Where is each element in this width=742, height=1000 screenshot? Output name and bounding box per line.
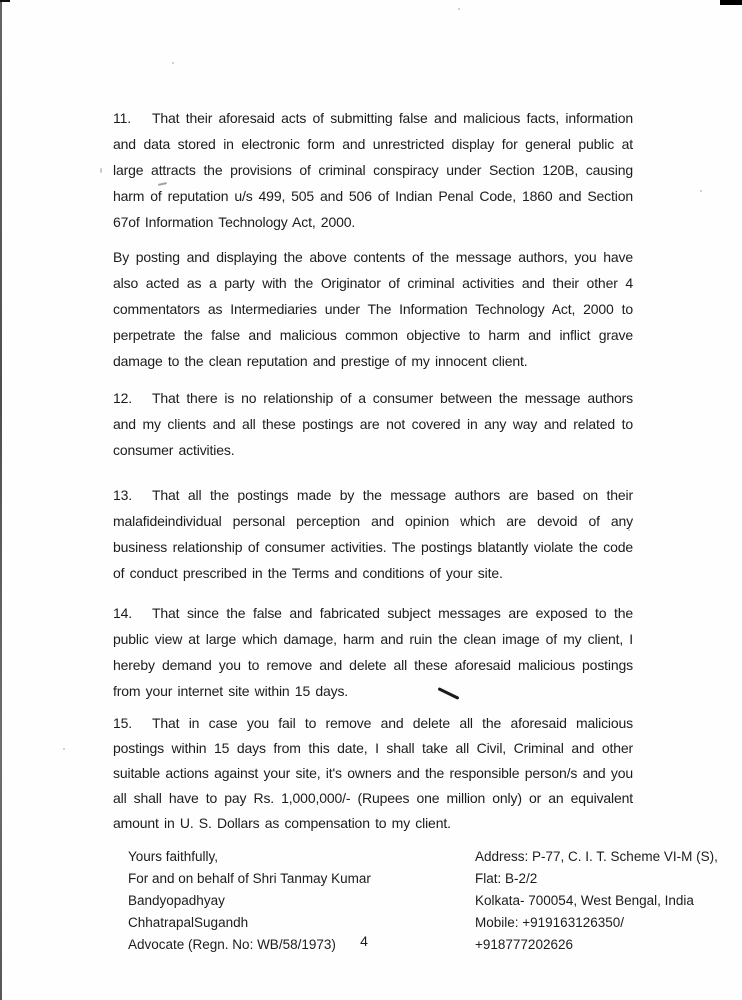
- signature-line: For and on behalf of Shri Tanmay Kumar: [128, 871, 371, 886]
- scan-speck: [100, 168, 102, 173]
- paragraph-12-number: 12.: [113, 390, 133, 406]
- scan-speck: [458, 8, 460, 10]
- paragraph-by-posting: [113, 244, 633, 374]
- contact-line: Address: P-77, C. I. T. Scheme VI-M (S),: [475, 849, 718, 864]
- paragraph-14-number: 14.: [113, 605, 133, 621]
- signature-line: Yours faithfully,: [128, 849, 219, 864]
- contact-line: Kolkata- 700054, West Bengal, India: [475, 893, 694, 908]
- scan-speck: [63, 748, 65, 750]
- paragraph-14: [113, 600, 633, 704]
- signature-line: ChhatrapalSugandh: [128, 915, 249, 930]
- paragraph-12-text: That there is no relationship of a consumer between the message authors and my clients and all these postings are not covered in any way and related to consumer activities.: [113, 390, 633, 458]
- paragraph-11-text: That their aforesaid acts of submitting false and malicious facts, information and data stored in electronic form and unrestricted display for general public at large attracts the provisions of criminal conspiracy under Section 120B, causing harm of reputation u/s 499, 505 and 506 of Indian Penal Code, 1860 and Section 67of Information Technology Act, 2000.: [113, 110, 633, 230]
- paragraph-12: [113, 385, 633, 463]
- paragraph-by-posting-text: By posting and displaying the above contents of the message authors, you have also acted as a party with the Originator of criminal activities and their other 4 commentators as Intermediaries under The Information Technology Act, 2000 to perpetrate the false and malicious common objective to harm and inflict grave damage to the clean reputation and prestige of my innocent client.: [113, 249, 633, 369]
- paragraph-11: [113, 105, 633, 235]
- document-body: [113, 105, 718, 956]
- scan-top-left-mark: [0, 0, 10, 2]
- paragraph-14-text: That since the false and fabricated subject messages are exposed to the public view at large which damage, harm and ruin the clean image of my client, I hereby demand you to remove and delete all these aforesaid malicious postings from your internet site within 15 days.: [113, 605, 633, 699]
- contact-line: +918777202626: [475, 937, 573, 952]
- paragraph-15-text: That in case you fail to remove and delete all the aforesaid malicious postings within 15 days from this date, I shall take all Civil, Criminal and other suitable actions against your site, it's owners and the responsible person/s and you all shall have to pay Rs. 1,000,000/- (Rupees one million only) or an equivalent amount in U. S. Dollars as compensation to my client.: [113, 715, 633, 831]
- paragraph-15-number: 15.: [113, 715, 133, 731]
- paragraph-13: [113, 482, 633, 586]
- paragraph-15: [113, 711, 633, 836]
- signature-line: Bandyopadhyay: [128, 893, 225, 908]
- scan-speck: [700, 190, 702, 192]
- contact-line: Mobile: +919163126350/: [475, 915, 625, 930]
- page-number: 4: [360, 933, 368, 949]
- contact-line: Flat: B-2/2: [475, 871, 538, 886]
- scan-left-edge-artifact: [0, 0, 2, 1000]
- paragraph-13-text: That all the postings made by the message authors are based on their malafideindividual personal perception and opinion which are devoid of any business relationship of consumer activities. The postings blatantly violate the code of conduct prescribed in the Terms and conditions of your site.: [113, 487, 633, 581]
- paragraph-11-number: 11.: [113, 110, 131, 126]
- scan-speck: [172, 62, 174, 64]
- paragraph-13-number: 13.: [113, 487, 133, 503]
- signature-line: Advocate (Regn. No: WB/58/1973): [128, 937, 336, 952]
- scan-top-right-mark: [720, 0, 742, 5]
